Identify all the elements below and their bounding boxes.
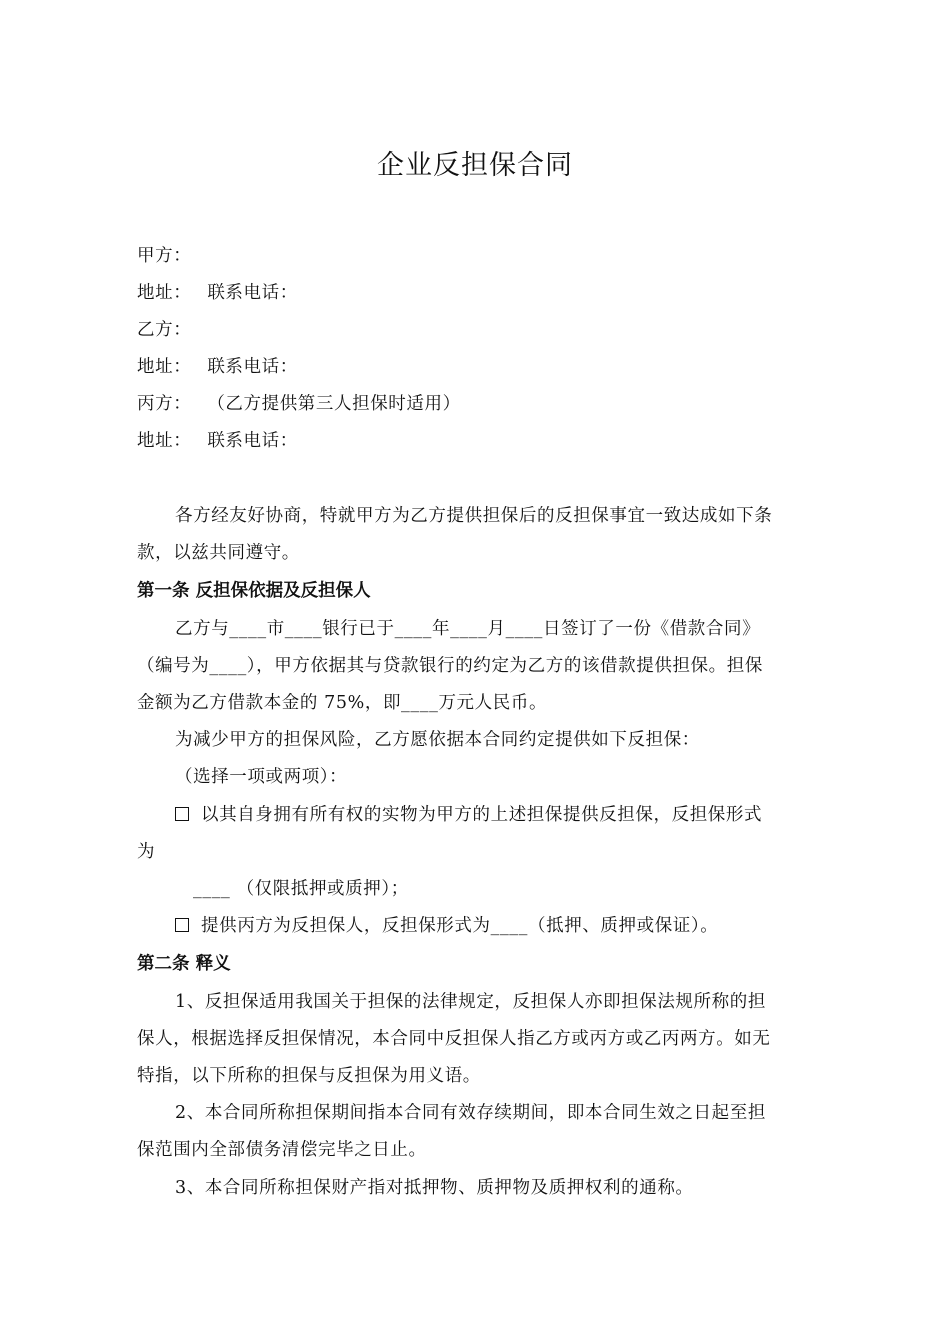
article-2-p2-line-1: 2、本合同所称担保期间指本合同有效存续期间，即本合同生效之日起至担 <box>175 1103 766 1123</box>
party-a-label: 甲方： <box>137 246 192 266</box>
option-1-line-3: ____ （仅限抵押或质押）； <box>193 879 409 899</box>
address-label: 地址： <box>137 357 192 377</box>
checkbox-icon[interactable] <box>175 807 189 821</box>
phone-label: 联系电话： <box>207 431 298 451</box>
party-b-label: 乙方： <box>137 320 192 340</box>
address-label: 地址： <box>137 283 192 303</box>
option-1-line-2: 为 <box>137 842 156 862</box>
intro-line-1: 各方经友好协商，特就甲方为乙方提供担保后的反担保事宜一致达成如下条 <box>175 506 773 526</box>
article-1-heading: 第一条 反担保依据及反担保人 <box>137 581 371 601</box>
option-1-line-1 <box>175 803 855 827</box>
article-2-heading: 第二条 释义 <box>137 954 231 974</box>
article-1-p1-line-2: （编号为____），甲方依据其与贷款银行的约定为乙方的该借款提供担保。担保 <box>137 656 763 676</box>
article-1-p2: 为减少甲方的担保风险，乙方愿依据本合同约定提供如下反担保： <box>175 730 700 750</box>
intro-line-2: 款，以兹共同遵守。 <box>137 543 300 563</box>
party-c-address-line <box>137 429 817 453</box>
article-1-p3: （选择一项或两项）： <box>175 767 348 787</box>
option-2-text: 提供丙方为反担保人，反担保形式为____（抵押、质押或保证）。 <box>201 916 719 936</box>
address-label: 地址： <box>137 431 192 451</box>
article-2-p1-line-3: 特指，以下所称的担保与反担保为用义语。 <box>137 1066 481 1086</box>
party-c-note: （乙方提供第三人担保时适用） <box>207 394 461 414</box>
party-b-address-line <box>137 355 817 379</box>
party-b-line <box>137 318 817 342</box>
document-title: 企业反担保合同 <box>377 150 573 181</box>
article-2-p3: 3、本合同所称担保财产指对抵押物、质押物及质押权利的通称。 <box>175 1178 694 1198</box>
option-2-line <box>175 914 855 938</box>
article-2-p2-line-2: 保范围内全部债务清偿完毕之日止。 <box>137 1140 427 1160</box>
checkbox-icon[interactable] <box>175 918 189 932</box>
party-a-line <box>137 244 817 268</box>
party-c-label: 丙方： <box>137 394 192 414</box>
option-1-text: 以其自身拥有所有权的实物为甲方的上述担保提供反担保，反担保形式 <box>201 805 763 825</box>
phone-label: 联系电话： <box>207 357 298 377</box>
article-2-p1-line-1: 1、反担保适用我国关于担保的法律规定，反担保人亦即担保法规所称的担 <box>175 992 766 1012</box>
party-c-line <box>137 392 817 416</box>
article-2-p1-line-2: 保人，根据选择反担保情况，本合同中反担保人指乙方或丙方或乙丙两方。如无 <box>137 1029 771 1049</box>
party-a-address-line <box>137 281 817 305</box>
article-1-p1-line-3: 金额为乙方借款本金的 75%，即____万元人民币。 <box>137 693 548 713</box>
phone-label: 联系电话： <box>207 283 298 303</box>
article-1-p1-line-1: 乙方与____市____银行已于____年____月____日签订了一份《借款合同》 <box>175 619 761 639</box>
